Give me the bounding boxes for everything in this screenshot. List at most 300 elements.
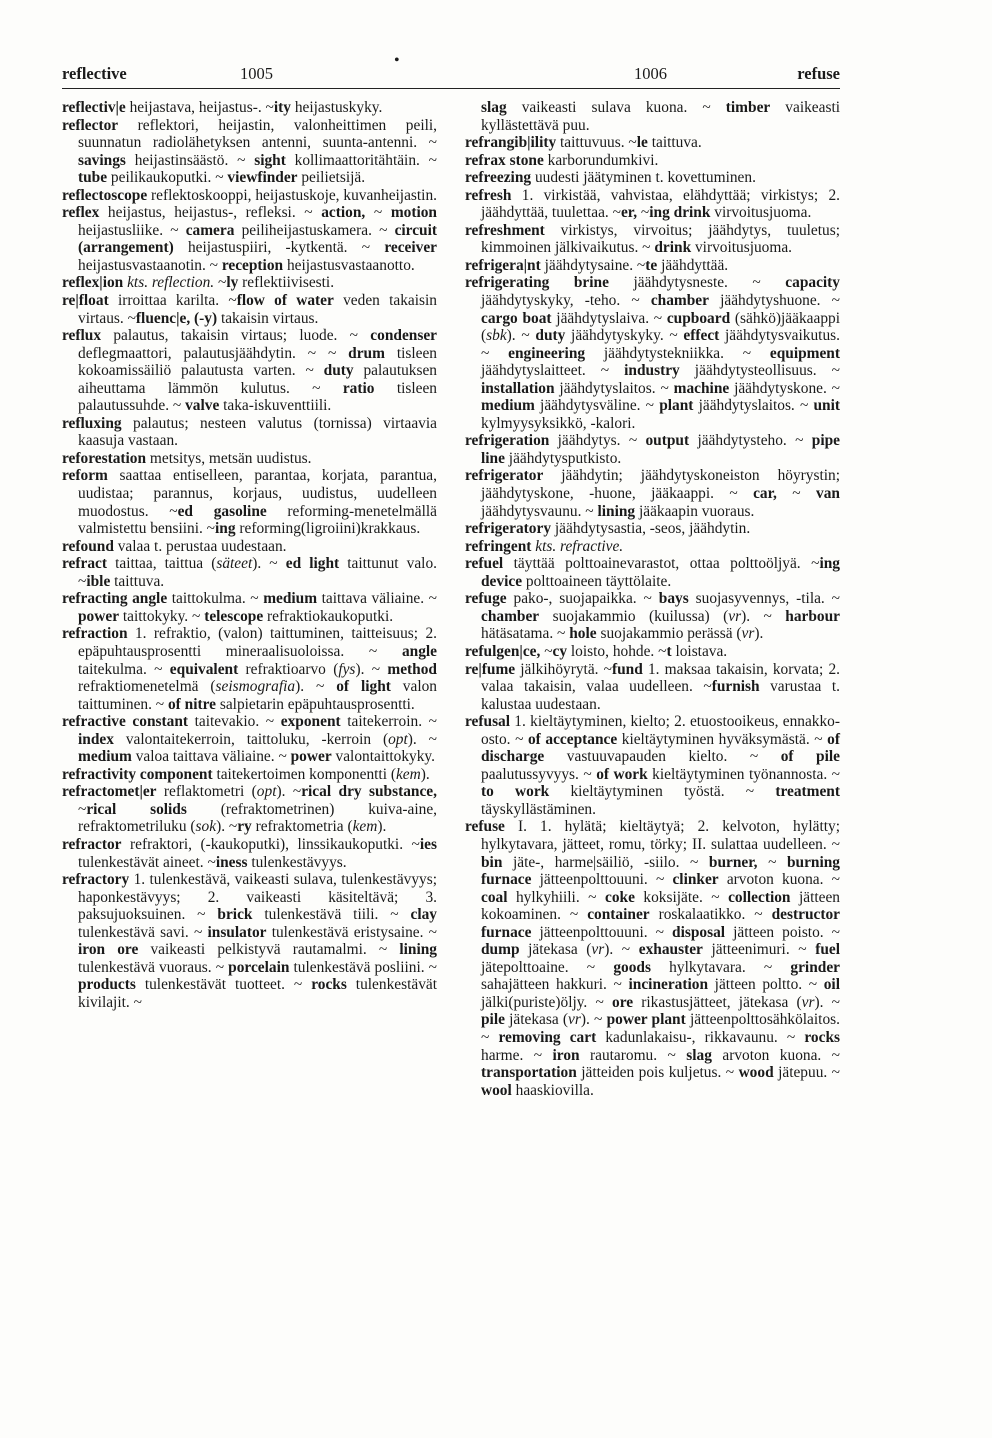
usage-label: seismografia [215, 678, 296, 696]
definition-text: refraktioarvo ( [238, 660, 339, 678]
sub-term: motion [390, 204, 437, 222]
definition-text: täyskyllästäminen. [481, 800, 596, 818]
definition-text: reforming-menetelmällä valmistettu bensiini. ~ [78, 502, 437, 538]
sub-term: ratio [342, 379, 375, 397]
dictionary-entry [62, 538, 437, 556]
definition-text: taittuvuus. ~ [556, 134, 637, 152]
definition-text: arvoton kuona. ~ [711, 1046, 841, 1064]
sub-term: of nitre [167, 695, 216, 713]
sub-term: circuit (arrangement) [78, 221, 438, 257]
definition-text: heijastusvastaanotto. [283, 256, 415, 274]
definition-text: heijastuskyky. [290, 99, 383, 116]
definition-text: jätekasa ( [504, 1011, 569, 1029]
dictionary-entry [62, 836, 437, 871]
dictionary-entry [465, 169, 840, 187]
sub-term: condenser [370, 327, 437, 345]
sub-term: cargo boat [481, 309, 552, 327]
definition-text: kieltäytyminen työnannosta. ~ [647, 765, 840, 783]
definition-text: ). ~ [216, 818, 238, 836]
definition-text: ). ~ [506, 327, 536, 345]
definition-text: ). ~ [604, 941, 639, 959]
dictionary-entry [465, 661, 840, 714]
sub-term: te [645, 256, 658, 274]
definition-text: taittava väliaine. ~ [317, 590, 437, 608]
sub-term: engineering [508, 344, 586, 362]
dictionary-entry [62, 292, 437, 327]
usage-label: vr [591, 941, 605, 959]
usage-label: opt [388, 730, 408, 748]
definition-text: reflektori, heijastin, valonheittimen peili, suunnatun radiolähetyksen antenni, suunta-antenni. ~ [78, 116, 437, 152]
sub-term: ry [237, 818, 252, 836]
sub-term: flow of water [236, 292, 334, 310]
sub-term: goods [613, 958, 651, 976]
usage-label: kts. reflection. [127, 274, 215, 292]
sub-term: method [387, 660, 437, 678]
sub-term: coke [604, 888, 635, 906]
headword: refusal [465, 713, 511, 731]
definition-text: peilietsijä. [297, 169, 366, 187]
sub-term: transportation [481, 1064, 577, 1082]
headword: refrigeration [465, 432, 550, 450]
definition-text: jäähdytyskone. ~ [729, 379, 841, 397]
definition-text: reflektiivisesti. [238, 274, 335, 292]
headword: refrigeratory [465, 520, 552, 538]
sub-term: medium [78, 748, 132, 766]
definition-text: taittaa, taittua ( [107, 555, 217, 573]
sub-term: ies [419, 835, 437, 853]
sub-term: t [666, 642, 672, 660]
definition-text: tulenkestävä vuoraus. ~ [78, 958, 229, 976]
definition-text: ). ~ [295, 678, 337, 696]
sub-term: reception [221, 256, 284, 274]
sub-term: bin [481, 853, 503, 871]
definition-text: valontaitekerroin, taittoluku, -kerroin ( [113, 730, 389, 748]
definition-text: peiliheijastuskamera. ~ [234, 221, 395, 239]
sub-term: exponent [280, 713, 341, 731]
headword: refluxing [62, 414, 122, 432]
sub-term: grinder [790, 958, 840, 976]
definition-text: koksijäte. ~ [634, 888, 729, 906]
sub-term: installation [481, 379, 555, 397]
definition-text: täyttää polttoainevarastot, ottaa polttoöljyä. ~ [503, 555, 820, 573]
definition-text: roskalaatikko. ~ [649, 906, 772, 924]
dictionary-entry [465, 134, 840, 152]
sub-term: exhauster [638, 941, 703, 959]
headword: refracting angle [62, 590, 168, 608]
sub-term: oil [823, 976, 840, 994]
sub-term: of light [336, 678, 391, 696]
definition-text: haaskiovilla. [511, 1081, 594, 1099]
definition-text: refraktiomenetelmä ( [78, 678, 216, 696]
dictionary-entry [465, 99, 840, 134]
definition-text: kylmyysyksikkö, -kalori. [481, 414, 636, 432]
sub-term: equipment [769, 344, 840, 362]
definition-text: metsitys, metsän uudistus. [146, 449, 312, 467]
dictionary-entry [465, 187, 840, 222]
definition-text: taittunut valo. ~ [78, 555, 437, 590]
headword: refrigerator [465, 467, 544, 485]
definition-text: refraktori, (-kaukoputki), linssikaukoputki. ~ [121, 835, 420, 853]
definition-text: suojakammio (kuilussa) ( [539, 607, 729, 625]
definition-text: tulenkestävä eristysaine. ~ [266, 923, 437, 941]
sub-term: tube [78, 169, 108, 187]
definition-text: tulenkestävä tiili. ~ [252, 906, 411, 924]
definition-text: jäähdytyslaitos. ~ [693, 397, 814, 415]
definition-text: paalutussyvyys. ~ [481, 765, 597, 783]
sub-term: iron [552, 1046, 580, 1064]
headword: re|fume [465, 660, 516, 678]
definition-text: tisleen palautussuhde. ~ [78, 379, 437, 415]
definition-text: harme. ~ [481, 1046, 553, 1064]
definition-text: reforming(ligroiini)krakkaus. [235, 520, 421, 538]
definition-text: loisto, hohde. ~ [567, 642, 667, 660]
sub-term: wood [738, 1064, 774, 1082]
dictionary-entry [62, 713, 437, 766]
definition-text: jätteiden pois kuljetus. ~ [576, 1064, 739, 1082]
definition-text: jäähdytyskyky, -teho. ~ [481, 292, 651, 310]
sub-term: treatment [775, 783, 840, 801]
definition-text: jäähdytysaine. ~ [540, 256, 646, 274]
definition-text: vaikeasti sulava kuona. ~ [506, 99, 726, 116]
definition-text: jäähdytysneste. ~ [608, 274, 786, 292]
sub-term: slag [686, 1046, 712, 1064]
definition-text: virkistys, virvoitus; jäähdytys, tuuletus; kimmoinen jälkivaikutus. ~ [481, 221, 840, 257]
sub-term: rical dry substance, [301, 783, 437, 801]
definition-text: kollimaattoritähtäin. ~ [285, 151, 437, 169]
headword: slag [481, 99, 507, 116]
definition-text: heijastinsäästö. ~ [125, 151, 255, 169]
sub-term: ing [215, 520, 236, 538]
headword: reflectiv|e [62, 99, 126, 116]
sub-term: medium [481, 397, 535, 415]
left-column [62, 99, 437, 1011]
headword: refractory [62, 871, 130, 889]
definition-text: ). [377, 818, 387, 836]
definition-text: tulenkestävyys. [247, 853, 347, 871]
dictionary-entry [62, 467, 437, 537]
definition-text: taka-iskuventtiili. [219, 397, 332, 415]
sub-term: machine [673, 379, 730, 397]
definition-text: 1. virkistää, vahvistaa, elähdyttää; virkistys; 2. jäähdyttää, tuulettaa. ~ [481, 186, 840, 222]
sub-term: duty [535, 327, 566, 345]
definition-text: ). ~ [580, 1011, 607, 1029]
usage-label: kts. refractive. [535, 537, 624, 555]
sub-term: ity [273, 99, 291, 116]
sub-term: power plant [606, 1011, 686, 1029]
definition-text: jäte-, harme|säiliö, -siilo. ~ [502, 853, 709, 871]
definition-text: jätteenimuri. ~ [702, 941, 816, 959]
definition-text: loistava. [671, 642, 728, 660]
sub-term: medium [263, 590, 318, 608]
headword: refringent [465, 537, 532, 555]
running-head [62, 52, 840, 86]
sub-term: drink [654, 239, 692, 257]
definition-text: ). ~ [355, 660, 388, 678]
sub-term: capacity [785, 274, 841, 292]
sub-term: coal [481, 888, 508, 906]
usage-label: vr [801, 993, 815, 1011]
sub-term: output [645, 432, 690, 450]
sub-term: le [636, 134, 648, 152]
definition-text: heijastuspiiri, -kytkentä. ~ [173, 239, 385, 257]
sub-term: collection [728, 888, 791, 906]
sub-term: rocks [311, 976, 347, 994]
sub-term: pipe line [481, 432, 840, 467]
definition-text: taittuva. [647, 134, 702, 152]
sub-term: ly [226, 274, 239, 292]
sub-term: iness [215, 853, 248, 871]
usage-label: vr [568, 1011, 581, 1029]
definition-text: valoa taittava väliaine. ~ [131, 748, 291, 766]
definition-text: veden takaisin virtaus. ~ [78, 292, 437, 327]
definition-text: heijastusliike. ~ [78, 221, 186, 239]
definition-text: rautaromu. ~ [579, 1046, 687, 1064]
definition-text: taitekulma. ~ [78, 660, 170, 678]
definition-text: jäähdytin; jäähdytyskoneiston höyrystin; jäähdytyskone, -huone, jääkaappi. ~ [481, 467, 840, 503]
sub-term: lining [399, 941, 437, 959]
dictionary-entry [465, 274, 840, 432]
definition-text: ~ [637, 204, 650, 222]
dictionary-entry [465, 222, 840, 257]
definition-text: kieltäytyminen hyväksymästä. ~ [617, 730, 828, 748]
sub-term: of acceptance [527, 730, 618, 748]
sub-term: er, [620, 204, 638, 222]
sub-term: telescope [204, 607, 264, 625]
definition-text: refraktiokaukoputki. [263, 607, 394, 625]
definition-text: salpietarin epäpuhtausprosentti. [216, 695, 415, 713]
dictionary-entry [465, 467, 840, 520]
definition-text: saattaa entiselleen, parantaa, korjata, parantua, uudistaa; parannus, korjaus, uudistus, uudelleen muodostus. ~ [78, 467, 437, 520]
definition-text: jätteenpolttouuni. ~ [531, 871, 673, 889]
definition-text: tulenkestävä posliini. ~ [289, 958, 437, 976]
definition-text: heijastusvastaanotin. ~ [78, 256, 222, 274]
sub-term: chamber [650, 292, 709, 310]
definition-text: jäähdytysvaikutus. ~ [481, 327, 840, 362]
sub-term: ing device [481, 555, 840, 590]
headword: reflex [62, 204, 100, 222]
sub-term: removing cart [498, 1028, 597, 1046]
dictionary-entry [465, 555, 840, 590]
definition-text: hylkyhiili. ~ [507, 888, 605, 906]
sub-term: ed light [285, 555, 340, 573]
definition-text: jätteen kokoaminen. ~ [481, 888, 840, 924]
sub-term: pile [481, 1011, 505, 1029]
sub-term: hole [569, 625, 597, 643]
sub-term: wool [481, 1081, 512, 1099]
headword: reforestation [62, 449, 147, 467]
definition-text: jätteen poltto. ~ [708, 976, 824, 994]
sub-term: power [78, 607, 120, 625]
definition-text: taitekerroin. ~ [340, 713, 437, 731]
definition-text: 1. refraktio, (valon) taittuminen, taitteisuus; 2. epäpuhtausprosentti mineraalisuoloissa. ~ [78, 625, 437, 660]
definition-text: ). ~ [276, 783, 302, 801]
definition-text: jääkaapin vuoraus. [635, 502, 755, 520]
dictionary-entry [62, 625, 437, 713]
sub-term: chamber [481, 607, 540, 625]
sub-term: of discharge [481, 730, 840, 766]
definition-text: jätteenpolttouuni. ~ [531, 923, 673, 941]
dictionary-entry [62, 590, 437, 625]
definition-text: hätäsatama. ~ [481, 625, 570, 643]
definition-text: virvoitusjuoma. [710, 204, 812, 222]
sub-term: container [587, 906, 650, 924]
headword: refound [62, 537, 114, 555]
definition-text: jäähdytysvaunu. ~ [481, 502, 598, 520]
usage-label: kem [395, 765, 421, 783]
definition-text: polttoaineen täyttölaite. [522, 572, 672, 590]
dictionary-entry [62, 450, 437, 468]
dictionary-entry [62, 99, 437, 117]
headword: refulgen|ce, [465, 642, 541, 660]
definition-text: hylkytavara. ~ [650, 958, 791, 976]
header-rule [62, 88, 840, 89]
definition-text: karborundumkivi. [543, 151, 659, 169]
sub-term: to work [481, 783, 550, 801]
definition-text: jätepolttoaine. ~ [481, 958, 614, 976]
definition-text: irroittaa karilta. ~ [108, 292, 237, 310]
usage-label: vr [728, 607, 742, 625]
definition-text: taittokulma. ~ [167, 590, 264, 608]
definition-text: jälki(puriste)öljy. ~ [481, 993, 612, 1011]
definition-text: ~ [365, 204, 391, 222]
sub-term: cupboard [666, 309, 731, 327]
dictionary-entry [465, 713, 840, 818]
definition-text: 1. tulenkestävä, vaikeasti sulava, tulenkestävyys; haponkestävyys; 2. vaikeasti käsiteltävä; 3. paksujuoksuinen. ~ [78, 871, 437, 924]
definition-text: jätteen poisto. ~ [725, 923, 840, 941]
sub-term: of work [596, 765, 648, 783]
definition-text: jäähdytysteollisuus. ~ [679, 362, 841, 380]
definition-text: taittokyky. ~ [119, 607, 205, 625]
headword: reform [62, 467, 108, 485]
headword: refraction [62, 625, 128, 643]
dictionary-entry [62, 187, 437, 205]
usage-label: kem [352, 818, 378, 836]
definition-text: ). [420, 765, 430, 783]
sub-term: rocks [804, 1028, 840, 1046]
sub-term: disposal [672, 923, 726, 941]
definition-text: reflektoskooppi, heijastuskoje, kuvanheijastin. [147, 186, 437, 204]
definition-text: palautus; nesteen valutus (tornissa) virtaavia kaasuja vastaan. [78, 414, 437, 450]
headword: refrigerating brine [465, 274, 609, 292]
headword: refract [62, 555, 107, 573]
sub-term: porcelain [228, 958, 290, 976]
definition-text: jätepuu. ~ [773, 1064, 841, 1082]
definition-text: vaikeasti pelkistyvä rautamalmi. ~ [138, 941, 400, 959]
definition-text: jäähdytyslaiva. ~ [551, 309, 667, 327]
headword: refractivity component [62, 765, 213, 783]
sub-term: of pile [780, 748, 840, 766]
sub-term: burner, [708, 853, 758, 871]
sub-term: ore [612, 993, 634, 1011]
right-column [465, 99, 840, 1099]
definition-text: jätteenpolttosähkölaitos. ~ [481, 1011, 840, 1046]
definition-text: taitevakio. ~ [188, 713, 281, 731]
sub-term: fund [612, 660, 643, 678]
definition-text: 1. kieltäytyminen, kielto; 2. etuostooikeus, ennakko-osto. ~ [481, 713, 840, 748]
headword: refractive constant [62, 713, 189, 731]
sub-term: action, [321, 204, 366, 222]
definition-text: taitekertoimen komponentti ( [212, 765, 396, 783]
definition-text: rikastusjätteet, jätekasa ( [633, 993, 802, 1011]
usage-label: opt [256, 783, 277, 801]
headword: re|float [62, 292, 109, 310]
dictionary-entry [465, 590, 840, 643]
sub-term: equivalent [169, 660, 239, 678]
definition-text: takaisin virtaus. [217, 309, 319, 327]
dictionary-entry [62, 204, 437, 274]
sub-term: van [816, 485, 840, 503]
sub-term: timber [725, 99, 771, 116]
sub-term: drum [348, 344, 385, 362]
definition-text: vaikeasti kyllästettävä puu. [481, 99, 840, 134]
definition-text: varustaa t. kalustaa uudestaan. [481, 678, 841, 713]
sub-term: products [78, 976, 136, 994]
sub-term: harbour [785, 607, 841, 625]
headword: reflux [62, 327, 102, 345]
sub-term: insulator [207, 923, 267, 941]
sub-term: effect [683, 327, 720, 345]
definition-text: uudesti jäätyminen t. kovettuminen. [531, 169, 756, 187]
definition-text: valontaittokyky. [331, 748, 435, 766]
sub-term: fuel [815, 941, 840, 959]
definition-text: kadunlakaisu-, rikkavaunu. ~ [596, 1028, 805, 1046]
definition-text: heijastava, heijastus-. ~ [125, 99, 274, 116]
sub-term: ing drink [649, 204, 711, 222]
definition-text: 1. maksaa takaisin, korvata; 2. valaa takaisin, valaa uudelleen. ~ [481, 660, 840, 696]
sub-term: car, [753, 485, 777, 503]
sub-term: furnish [711, 678, 760, 696]
sub-term: cy [552, 642, 568, 660]
definition-text: ). ~ [814, 993, 840, 1011]
definition-text: virvoitusjuoma. [691, 239, 793, 257]
definition-text: valaa t. perustaa uudestaan. [113, 537, 287, 555]
headword: refrangib|ility [465, 134, 557, 152]
definition-text: tisleen kokoamissäiliö palautusta varten. ~ [78, 344, 437, 380]
headword: refuel [465, 555, 504, 573]
headword: refresh [465, 186, 512, 204]
definition-text: ). ~ [407, 730, 437, 748]
definition-text: (refraktometrinen) kuiva-aine, refraktometriluku ( [78, 800, 438, 836]
definition-text: arvoton kuona. ~ [718, 871, 840, 889]
headword: refractomet|er [62, 783, 157, 801]
definition-text: (sähkö)jääkaappi ( [481, 309, 840, 345]
definition-text: jäähdytysväline. ~ [534, 397, 660, 415]
dictionary-entry [62, 117, 437, 187]
definition-text: peilikaukoputki. ~ [107, 169, 228, 187]
dictionary-entry [62, 766, 437, 784]
definition-text: ~ [214, 274, 227, 292]
definition-text: tulenkestävät kivilajit. ~ [78, 976, 438, 1011]
dictionary-entry [62, 274, 437, 292]
definition-text: taittuva. [110, 572, 165, 590]
sub-term: savings [78, 151, 126, 169]
sub-term: receiver [384, 239, 437, 257]
definition-text: tulenkestävä savi. ~ [78, 923, 208, 941]
sub-term: duty [323, 362, 354, 380]
sub-term: viewfinder [227, 169, 298, 187]
dictionary-entry [62, 871, 437, 1011]
sub-term: incineration [628, 976, 709, 994]
headword: reflex|ion [62, 274, 124, 292]
sub-term: clay [410, 906, 437, 924]
sub-term: lining [597, 502, 636, 520]
usage-label: vr [741, 625, 755, 643]
left-guide-word: reflective [62, 64, 127, 83]
sub-term: ed gasoline [177, 502, 267, 520]
sub-term: plant [659, 397, 694, 415]
sub-term: industry [624, 362, 680, 380]
definition-text: tulenkestävät tuotteet. ~ [135, 976, 312, 994]
